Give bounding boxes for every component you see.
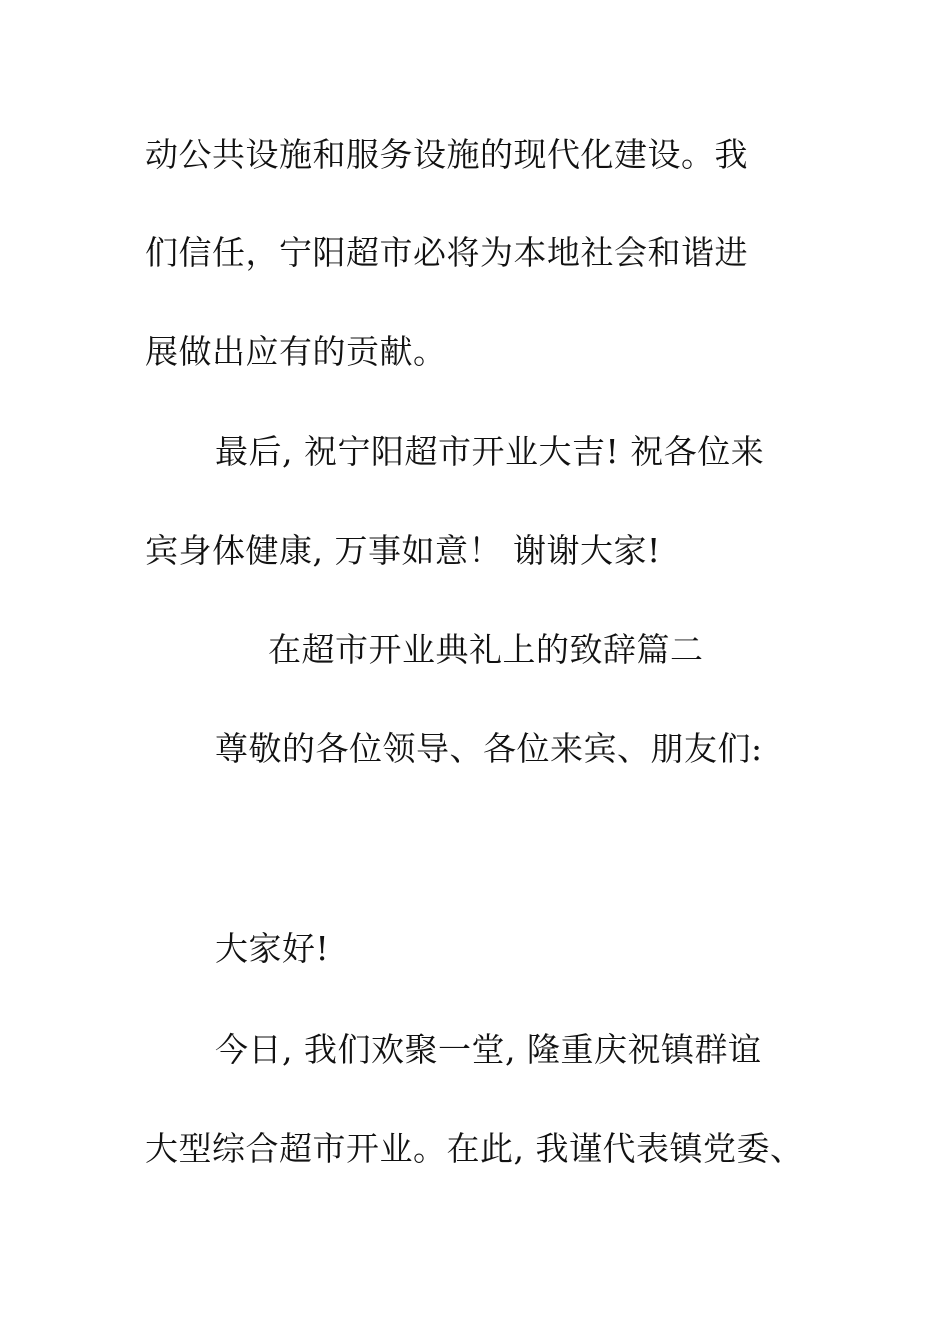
- salutation-line: 尊敬的各位领导、各位来宾、朋友们:: [215, 729, 763, 768]
- section-heading: 在超市开业典礼上的致辞篇二: [268, 630, 704, 669]
- paragraph-line: 展做出应有的贡献。: [145, 332, 447, 371]
- paragraph-line: 大型综合超市开业。在此, 我谨代表镇党委、: [145, 1129, 804, 1168]
- paragraph-line: 今日, 我们欢聚一堂, 隆重庆祝镇群谊: [215, 1030, 762, 1069]
- greeting-line: 大家好!: [215, 929, 330, 968]
- paragraph-line: 们信任，宁阳超市必将为本地社会和谐进: [145, 233, 748, 272]
- paragraph-line: 最后, 祝宁阳超市开业大吉! 祝各位来: [215, 432, 765, 471]
- paragraph-line: 动公共设施和服务设施的现代化建设。我: [145, 135, 748, 174]
- paragraph-line: 宾身体健康, 万事如意！ 谢谢大家!: [145, 531, 661, 570]
